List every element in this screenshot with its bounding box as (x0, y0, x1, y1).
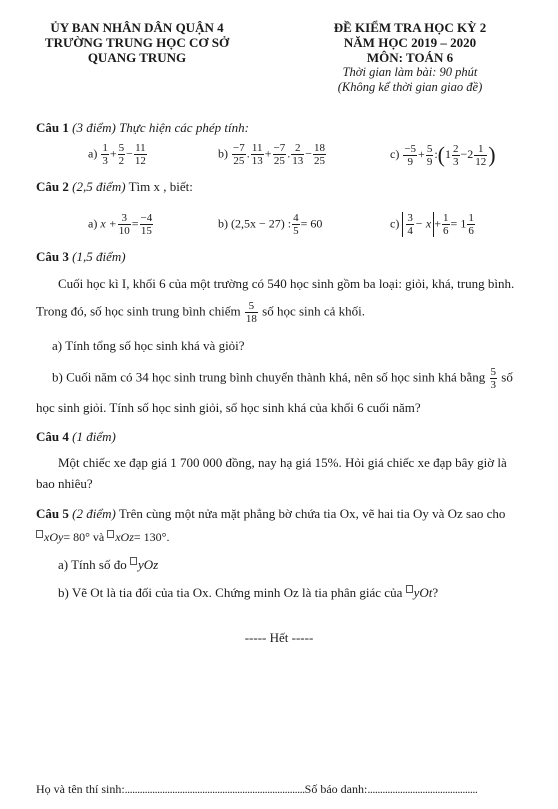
q4-title: Câu 4 (36, 429, 69, 444)
q1-b-label: b) (218, 146, 228, 161)
q4-paragraph-1: Một chiếc xe đạp giá 1 700 000 đồng, nay hạ giá 15%. Hỏi giá chiếc xe đạp bây giờ là (58, 455, 507, 470)
candidate-name-label: Họ và tên thí sinh: (36, 782, 125, 796)
q3-title: Câu 3 (36, 249, 69, 264)
q1-part-a: a) $\frac{1}{3}$ + $\frac{5}{2}$ − $\frac{11}{12}$ (88, 142, 146, 167)
q1-a-label: a) (88, 146, 98, 161)
exam-duration: Thời gian làm bài: 90 phút (342, 65, 478, 79)
absolute-value: $\frac{3}{4}$ − x (402, 212, 434, 237)
candidate-name-blank: ........................................................................ (124, 782, 305, 796)
question-5-heading (36, 506, 505, 522)
school-name-line1: TRƯỜNG TRUNG HỌC CƠ SỞ (44, 35, 230, 50)
angle-icon (107, 530, 114, 538)
q2-part-c: c) $\frac{3}{4}$ − x + $\frac{1}{6}$ = 1 $\frac{1}{6}$ (390, 212, 474, 237)
candidate-footer (36, 781, 477, 797)
q1-part-c: c) $\frac{-5}{9}$ + $\frac{5}{9}$ :(1 $\frac{2}{3}$ −2 $\frac{1}{12}$ ) (390, 142, 496, 168)
fraction: $\frac{11}{12}$ (134, 142, 146, 167)
q3-paragraph-1: Cuối học kì I, khối 6 của một trường có 540 học sinh gồm ba loại: giỏi, khá, trung bình. (58, 276, 515, 291)
question-1-heading (36, 120, 249, 136)
angle-icon (36, 530, 43, 538)
q3-part-a: a) Tính tổng số học sinh khá và giỏi? (52, 338, 245, 353)
fraction: $\frac{1}{3}$ (102, 142, 108, 167)
question-3-heading (36, 249, 126, 265)
q1-points: (3 điểm) (72, 120, 116, 135)
q3-paragraph-2: Trong đó, số học sinh trung bình chiếm $\frac{5}{18}$ số học sinh cả khối. (36, 300, 366, 325)
subject: MÔN: TOÁN 6 (366, 50, 454, 65)
q2-part-b: b) (2,5x − 27) : $\frac{4}{5}$ = 60 (218, 212, 323, 237)
q4-paragraph-2: bao nhiêu? (36, 476, 93, 491)
district-name: ỦY BAN NHÂN DÂN QUẬN 4 (50, 20, 224, 35)
q1-part-b: b) $\frac{-7}{25}$ . $\frac{11}{13}$ + $\frac{-7}{25}$ . $\frac{2}{13}$ − $\frac{18}{25}$ (218, 142, 325, 167)
q4-points: (1 điểm) (72, 429, 116, 444)
q2-c-label: c) (390, 216, 400, 231)
q1-title: Câu 1 (36, 120, 69, 135)
school-year: NĂM HỌC 2019 – 2020 (343, 35, 477, 50)
candidate-number-blank: ............................................ (367, 782, 478, 796)
q3-part-b-continued: học sinh giỏi. Tính số học sinh giỏi, số học sinh khá của khối 6 cuối năm? (36, 400, 421, 415)
q5-title: Câu 5 (36, 506, 69, 521)
question-4-heading (36, 429, 116, 445)
q2-title: Câu 2 (36, 179, 69, 194)
school-name-line2: QUANG TRUNG (87, 50, 187, 65)
duration-note: (Không kể thời gian giao đề) (337, 80, 483, 94)
q2-part-a: a) x + $\frac{3}{10}$ = $\frac{-4}{15}$ (88, 212, 153, 237)
q1-c-label: c) (390, 146, 400, 161)
q3-points: (1,5 điểm) (72, 249, 126, 264)
question-2-heading (36, 179, 193, 195)
q2-instruction: Tìm x , biết: (128, 179, 193, 194)
q2-b-label: b) (218, 216, 228, 231)
exam-header (290, 20, 530, 95)
q5-part-b: b) Vẽ Ot là tia đối của tia Ox. Chứng minh Oz là tia phân giác của yOt? (58, 585, 439, 600)
school-header (22, 20, 252, 65)
q2-a-label: a) (88, 216, 98, 231)
exam-title: ĐỀ KIỂM TRA HỌC KỲ 2 (333, 20, 487, 35)
q3-part-b: b) Cuối năm có 34 học sinh trung bình chuyển thành khá, nên số học sinh khá bằng $\frac{5}{3}$ số (52, 366, 513, 391)
q5-part-a: a) Tính số đo yOz (58, 557, 159, 572)
q2-points: (2,5 điểm) (72, 179, 126, 194)
q5-intro: Trên cùng một nửa mặt phẳng bờ chứa tia Ox, vẽ hai tia Oy và Oz sao cho (118, 506, 506, 521)
q1-instruction: Thực hiện các phép tính: (119, 120, 249, 135)
q5-given-angles: xOy= 80° và xOz= 130°. (36, 530, 169, 545)
q5-points: (2 điểm) (72, 506, 116, 521)
angle-icon (406, 585, 413, 593)
candidate-number-label: Số báo danh: (304, 782, 368, 796)
end-marker: ----- Hết ----- (244, 630, 314, 645)
angle-icon (130, 557, 137, 565)
fraction: $\frac{5}{2}$ (118, 142, 125, 167)
